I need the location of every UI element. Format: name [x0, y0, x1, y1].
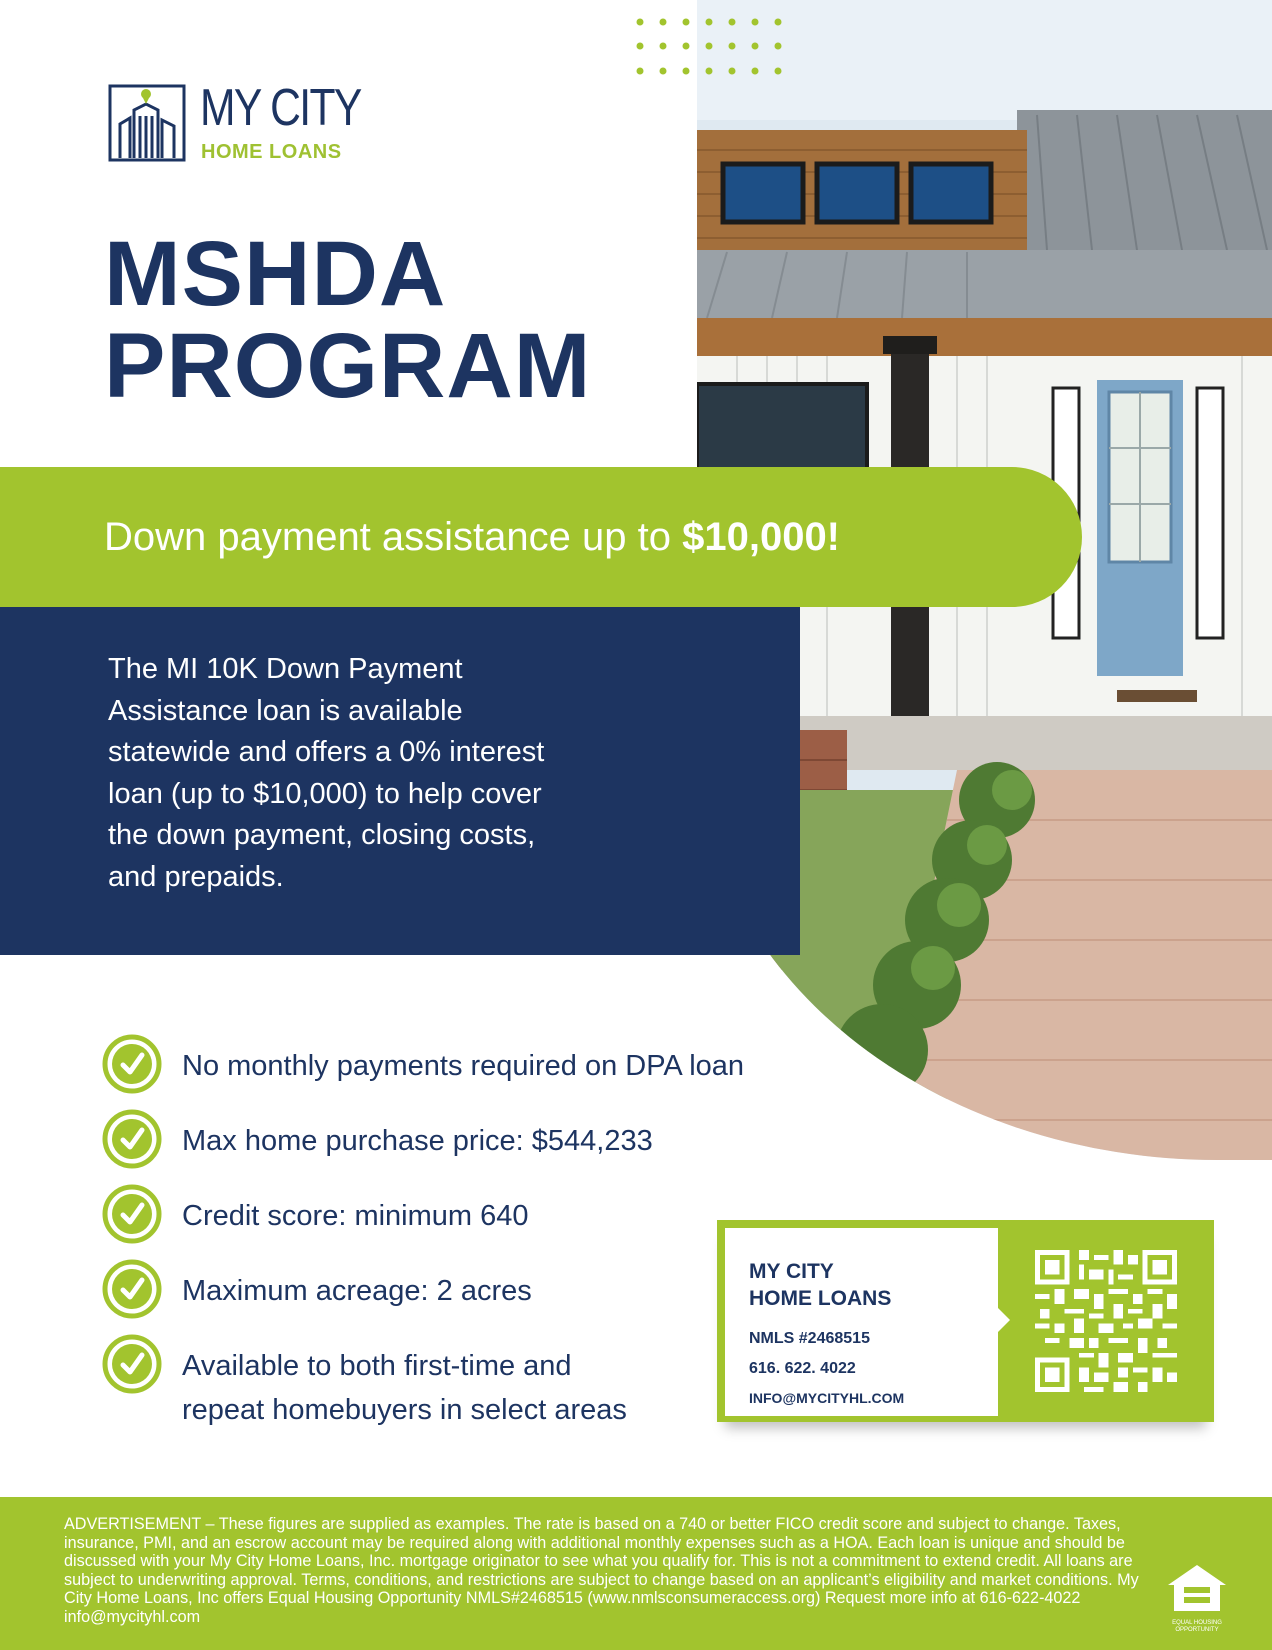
- footer-disclaimer-bar: [0, 1497, 1272, 1650]
- equal-housing-icon: [1166, 1563, 1228, 1613]
- title-line-2: PROGRAM: [104, 315, 592, 417]
- equal-housing-label-line-2: OPPORTUNITY: [1175, 1627, 1219, 1633]
- title-line-1: MSHDA: [104, 223, 447, 325]
- equal-housing-label-line-1: EQUAL HOUSING: [1172, 1620, 1222, 1626]
- feature-item: [102, 1334, 782, 1426]
- brand-logo: [108, 79, 368, 166]
- feature-item: [102, 1109, 782, 1184]
- qr-code-icon[interactable]: [1035, 1250, 1177, 1392]
- feature-item: [102, 1184, 782, 1259]
- card-pointer: [998, 1308, 1010, 1332]
- banner-lead: Down payment assistance up to: [104, 515, 683, 559]
- contact-details: [725, 1228, 998, 1416]
- contact-nmls: NMLS #2468515: [749, 1330, 870, 1347]
- check-circle-icon: [102, 1184, 162, 1244]
- feature-text: No monthly payments required on DPA loan: [182, 1050, 745, 1082]
- feature-text: Max home purchase price: $544,233: [182, 1125, 653, 1157]
- feature-text: Maximum acreage: 2 acres: [182, 1275, 532, 1307]
- feature-text: Credit score: minimum 640: [182, 1200, 529, 1232]
- description-panel: [0, 607, 800, 955]
- feature-text: Available to both first-time and repeat homebuyers in select areas: [182, 1350, 627, 1426]
- banner-text: [104, 515, 840, 560]
- contact-email[interactable]: INFO@MYCITYHL.COM: [749, 1390, 905, 1406]
- brand-subtitle: HOME LOANS: [201, 141, 342, 163]
- banner-amount: $10,000!: [682, 515, 841, 559]
- logo-building-icon: [108, 84, 188, 162]
- check-circle-icon: [102, 1334, 162, 1394]
- contact-company-line-2: HOME LOANS: [749, 1287, 892, 1310]
- page-title: [104, 223, 592, 417]
- check-circle-icon: [102, 1259, 162, 1319]
- feature-list: [102, 1034, 782, 1426]
- feature-item: [102, 1034, 782, 1109]
- check-circle-icon: [102, 1109, 162, 1169]
- contact-card: [717, 1220, 1214, 1422]
- feature-item: [102, 1259, 782, 1334]
- check-circle-icon: [102, 1034, 162, 1094]
- headline-banner: [0, 467, 1082, 607]
- contact-company-line-1: MY CITY: [749, 1260, 834, 1283]
- program-description: The MI 10K Down Payment Assistance loan is available statewide and offers a 0% interest loan (up to $10,000) to help cover the down payment, closing costs, and prepaids.: [108, 653, 545, 893]
- equal-housing-label: [1166, 1620, 1228, 1634]
- contact-phone[interactable]: 616. 622. 4022: [749, 1360, 856, 1377]
- dot-pattern: [636, 16, 786, 82]
- contact-company: [749, 1258, 891, 1312]
- disclaimer-text: ADVERTISEMENT – These figures are supplied as examples. The rate is based on a 740 or better FICO credit score and subject to change. Taxes, insurance, PMI, and an escrow account may be required along with additional monthly expenses such as a HOA. Each loan is unique and should be discussed with your My City Home Loans, Inc. mortgage originator to see what you qualify for. This is not a commitment to extend credit. All loans are subject to underwriting approval. Terms, conditions, and restrictions are subject to change based on an applicant’s eligibility and market conditions. My City Home Loans, Inc offers Equal Housing Opportunity NMLS#2468515 (www.nmlsconsumeraccess.org) Request more info at 616-622-4022 info@mycityhl.com: [64, 1515, 1139, 1626]
- brand-name: MY CITY: [200, 79, 361, 137]
- equal-housing-logo: [1166, 1563, 1228, 1635]
